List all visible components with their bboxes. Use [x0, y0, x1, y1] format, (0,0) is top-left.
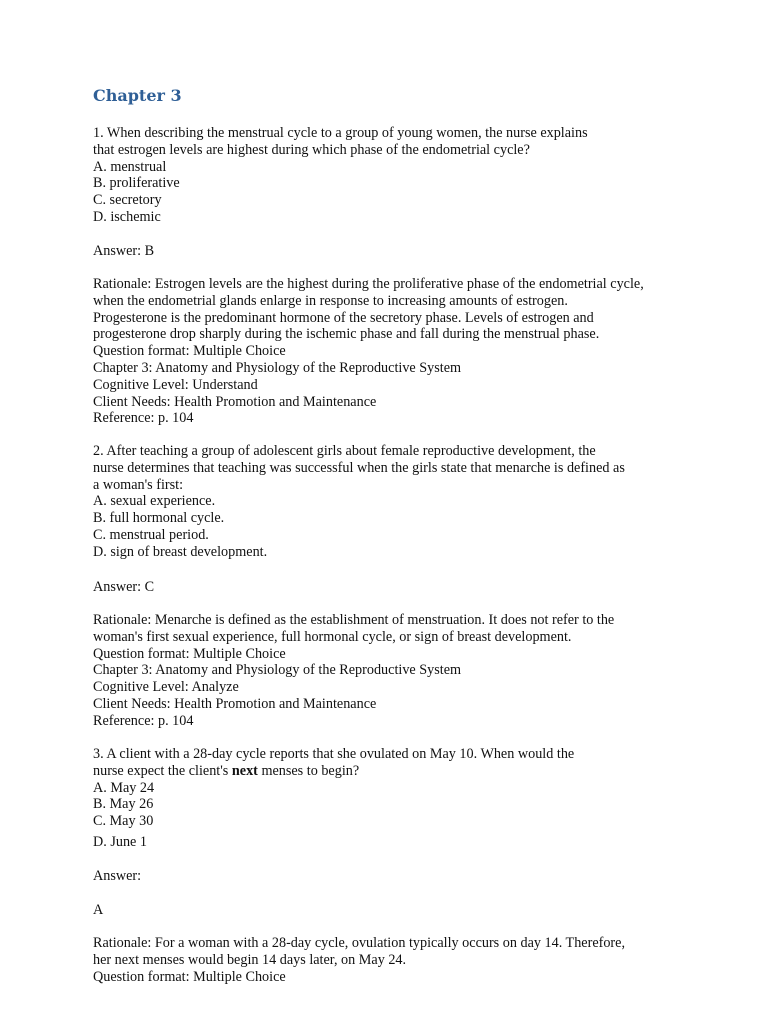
question-2-stem [93, 443, 733, 561]
option-b: B. proliferative [93, 175, 180, 192]
option-c: C. May 30 [93, 813, 154, 830]
question-1-rationale [93, 276, 733, 427]
text-line: Rationale: For a woman with a 28-day cycle, ovulation typically occurs on day 14. Therefore, [93, 935, 626, 951]
text-line [93, 763, 733, 780]
meta-cognitive: Cognitive Level: Analyze [93, 679, 239, 696]
chapter-title: Chapter 3 [93, 86, 182, 105]
option-c: C. menstrual period. [93, 526, 209, 543]
answer-text: Answer: B [93, 243, 155, 259]
meta-format: Question format: Multiple Choice [93, 968, 286, 985]
text-line: Rationale: Menarche is defined as the establishment of menstruation. It does not refer to the [93, 612, 615, 628]
text-line: progesterone drop sharply during the ischemic phase and fall during the menstrual phase. [93, 326, 600, 343]
question-2-rationale [93, 612, 733, 730]
meta-format: Question format: Multiple Choice [93, 343, 286, 360]
question-1-stem [93, 125, 733, 226]
meta-reference: Reference: p. 104 [93, 410, 194, 427]
text-line: 2. After teaching a group of adolescent girls about female reproductive development, the [93, 443, 596, 459]
emphasis-next: next [231, 762, 258, 779]
text-line: a woman's first: [93, 476, 184, 493]
question-3-rationale [93, 935, 733, 985]
meta-chapter: Chapter 3: Anatomy and Physiology of the Reproductive System [93, 662, 462, 679]
question-3-answer-value [93, 902, 733, 919]
option-d: D. sign of breast development. [93, 543, 268, 560]
option-b: B. May 26 [93, 796, 154, 813]
text-line: her next menses would begin 14 days later, on May 24. [93, 951, 407, 968]
question-3-stem [93, 746, 733, 830]
option-a: A. May 24 [93, 779, 155, 796]
stem-text: nurse expect the client's [93, 762, 232, 779]
question-3-option-d [93, 834, 733, 851]
meta-chapter: Chapter 3: Anatomy and Physiology of the Reproductive System [93, 359, 462, 376]
text-line: Rationale: Estrogen levels are the highest during the proliferative phase of the endometrial cycle, [93, 276, 644, 292]
meta-reference: Reference: p. 104 [93, 712, 194, 729]
question-3-answer [93, 868, 733, 885]
question-1-answer [93, 243, 733, 260]
meta-format: Question format: Multiple Choice [93, 645, 286, 662]
answer-label: Answer: [93, 868, 142, 884]
option-d: D. ischemic [93, 208, 161, 225]
document-page [93, 0, 733, 1024]
question-2-answer [93, 579, 733, 596]
text-line: 3. A client with a 28-day cycle reports that she ovulated on May 10. When would the [93, 746, 575, 762]
option-c: C. secretory [93, 192, 162, 209]
option-d: D. June 1 [93, 834, 147, 850]
text-line: 1. When describing the menstrual cycle to a group of young women, the nurse explains [93, 125, 588, 141]
option-a: A. menstrual [93, 158, 167, 175]
text-line: that estrogen levels are highest during which phase of the endometrial cycle? [93, 141, 530, 158]
text-line: when the endometrial glands enlarge in response to increasing amounts of estrogen. [93, 292, 568, 309]
option-b: B. full hormonal cycle. [93, 510, 225, 527]
meta-client-needs: Client Needs: Health Promotion and Maintenance [93, 695, 377, 712]
option-a: A. sexual experience. [93, 493, 216, 510]
text-line: Progesterone is the predominant hormone of the secretory phase. Levels of estrogen and [93, 309, 594, 326]
answer-value: A [93, 902, 104, 918]
meta-cognitive: Cognitive Level: Understand [93, 376, 258, 393]
stem-text: menses to begin? [257, 762, 360, 779]
text-line: nurse determines that teaching was successful when the girls state that menarche is defined as [93, 459, 625, 476]
meta-client-needs: Client Needs: Health Promotion and Maintenance [93, 393, 377, 410]
answer-text: Answer: C [93, 579, 155, 595]
text-line: woman's first sexual experience, full hormonal cycle, or sign of breast development. [93, 628, 572, 645]
